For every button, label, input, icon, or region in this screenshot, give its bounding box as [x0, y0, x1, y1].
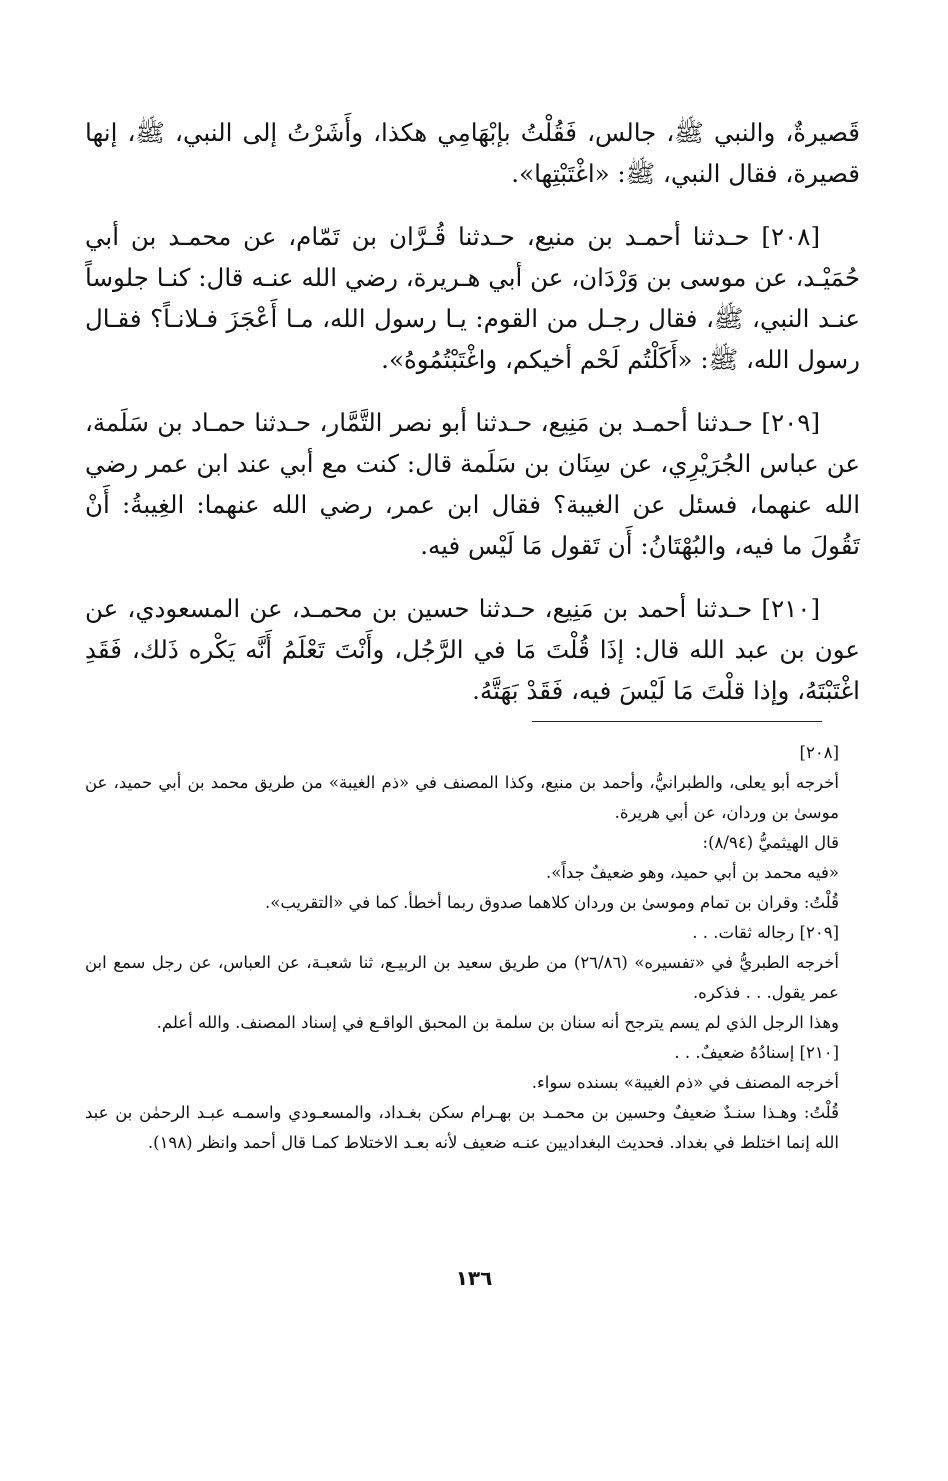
footnote-number-210: [٢١٠] إسنادُهُ ضعيفٌ. . .: [674, 1043, 839, 1062]
footnote-separator: [532, 721, 822, 722]
footnote-line: قُلْتُ: وقران بن تمام وموسىٰ بن وردان كلاهما صدوق ربما أخطأ. كما في «التقريب».: [265, 893, 839, 912]
footnote-line: أخرجه المصنف في «ذم الغيبة» بسنده سواء.: [531, 1073, 839, 1092]
paragraph-hadith-209: [٢٠٩] حـدثنا أحمـد بن مَنِيع، حـدثنا أبو نصر التَّمَّار، حـدثنا حمـاد بن سَلَمة، عن عباس الجُرَيْرِي، عن سِنَان بن سَلَمة قال: كنت مع أبي عند ابن عمر رضي الله عنهما، فسئل عن الغيبة؟ فقال ابن عمر، رضي الله عنهما: الغِيبةُ: أَنْ تَقُولَ ما فيه، والبُهْتَانُ: أَن تَقول مَا لَيْس فيه.: [85, 408, 860, 560]
footnote-line: وهذا الرجل الذي لم يسم يترجح أنه سنان بن سلمة بن المحبق الواقـع في إسناد المصنف. والله أعلم.: [156, 1013, 839, 1032]
paragraph-hadith-208: [٢٠٨] حـدثنا أحمـد بن منيع، حـدثنا قُـرَّان بن تَمّام، عن محمـد بن أبي حُمَيْـد، عن موسى بن وَرْدَان، عن أبي هـريرة، رضي الله عنـه قال: كنـا جلوساً عنـد النبي، ﷺ، فقال رجـل من القوم: يـا رسول الله، مـا أَعْجَزَ فـلانـاً؟ فقـال رسول الله، ﷺ: «أَكَلْتُم لَحْم أخيكم، واغْتَبْتُمُوهُ».: [85, 222, 860, 374]
footnote-number-209: [٢٠٩] رجاله ثقات. . .: [692, 923, 839, 942]
paragraph-hadith-210: [٢١٠] حـدثنا أحمد بن مَنِيع، حـدثنا حسين بن محمـد، عن المسعودي، عن عون بن عبد الله قال: إذَا قُلْتَ مَا في الرَّجُل، وأَنْتَ تَعْلَمُ أَنَّه يَكْره ذَلك، فَقَدِ اغْتَبْتَهُ، وإذا قلْتَ مَا لَيْسَ فيه، فَقَدْ بَهَتَّهُ.: [85, 594, 860, 705]
footnote-number-208: [٢٠٨]: [799, 743, 839, 762]
footnote-line: أخرجه الطبريُّ في «تفسيره» (٢٦/٨٦) من طريق سعيد بن الربيـع، ثنا شعبـة، عن العباس، عن رجل سمع ابن عمر يقول. . . فذكره.: [85, 953, 839, 1002]
main-text: [85, 112, 860, 733]
footnote-line: قُلْتُ: وهـذا سنـدٌ ضعيفٌ وحسين بن محمـد بن بهـرام سكن بغـداد، والمسعـودي واسمـه عبـد الرحمٰن بن عبد الله إنما اختلط في بغداد. فحديث البغداديين عنـه ضعيف لأنه بعـد الاختلاط كمـا قال أحمد وانظر (١٩٨).: [85, 1103, 839, 1152]
paragraph-continuation: قَصيرةٌ، والنبي ﷺ، جالس، فَقُلْتُ بإبْهَامِي هكذا، وأَشَرْتُ إلى النبي، ﷺ، إنها قصيرة، فقال النبي، ﷺ: «اغْتَبْتِها».: [85, 118, 860, 188]
page-number: ١٣٦: [455, 1266, 493, 1290]
footnote-line: «فيه محمد بن أبي حميد، وهو ضعيفٌ جداً».: [545, 863, 839, 882]
footnotes: [85, 738, 865, 1158]
footnote-line: قال الهيثميُّ (٨/٩٤):: [702, 833, 839, 852]
footnote-line: أخرجه أبو يعلى، والطبرانيُّ، وأحمد بن منيع، وكذا المصنف في «ذم الغيبة» من طريق محمد بن أبي حميد، عن موسىٰ بن وردان، عن أبي هريرة.: [85, 773, 839, 822]
